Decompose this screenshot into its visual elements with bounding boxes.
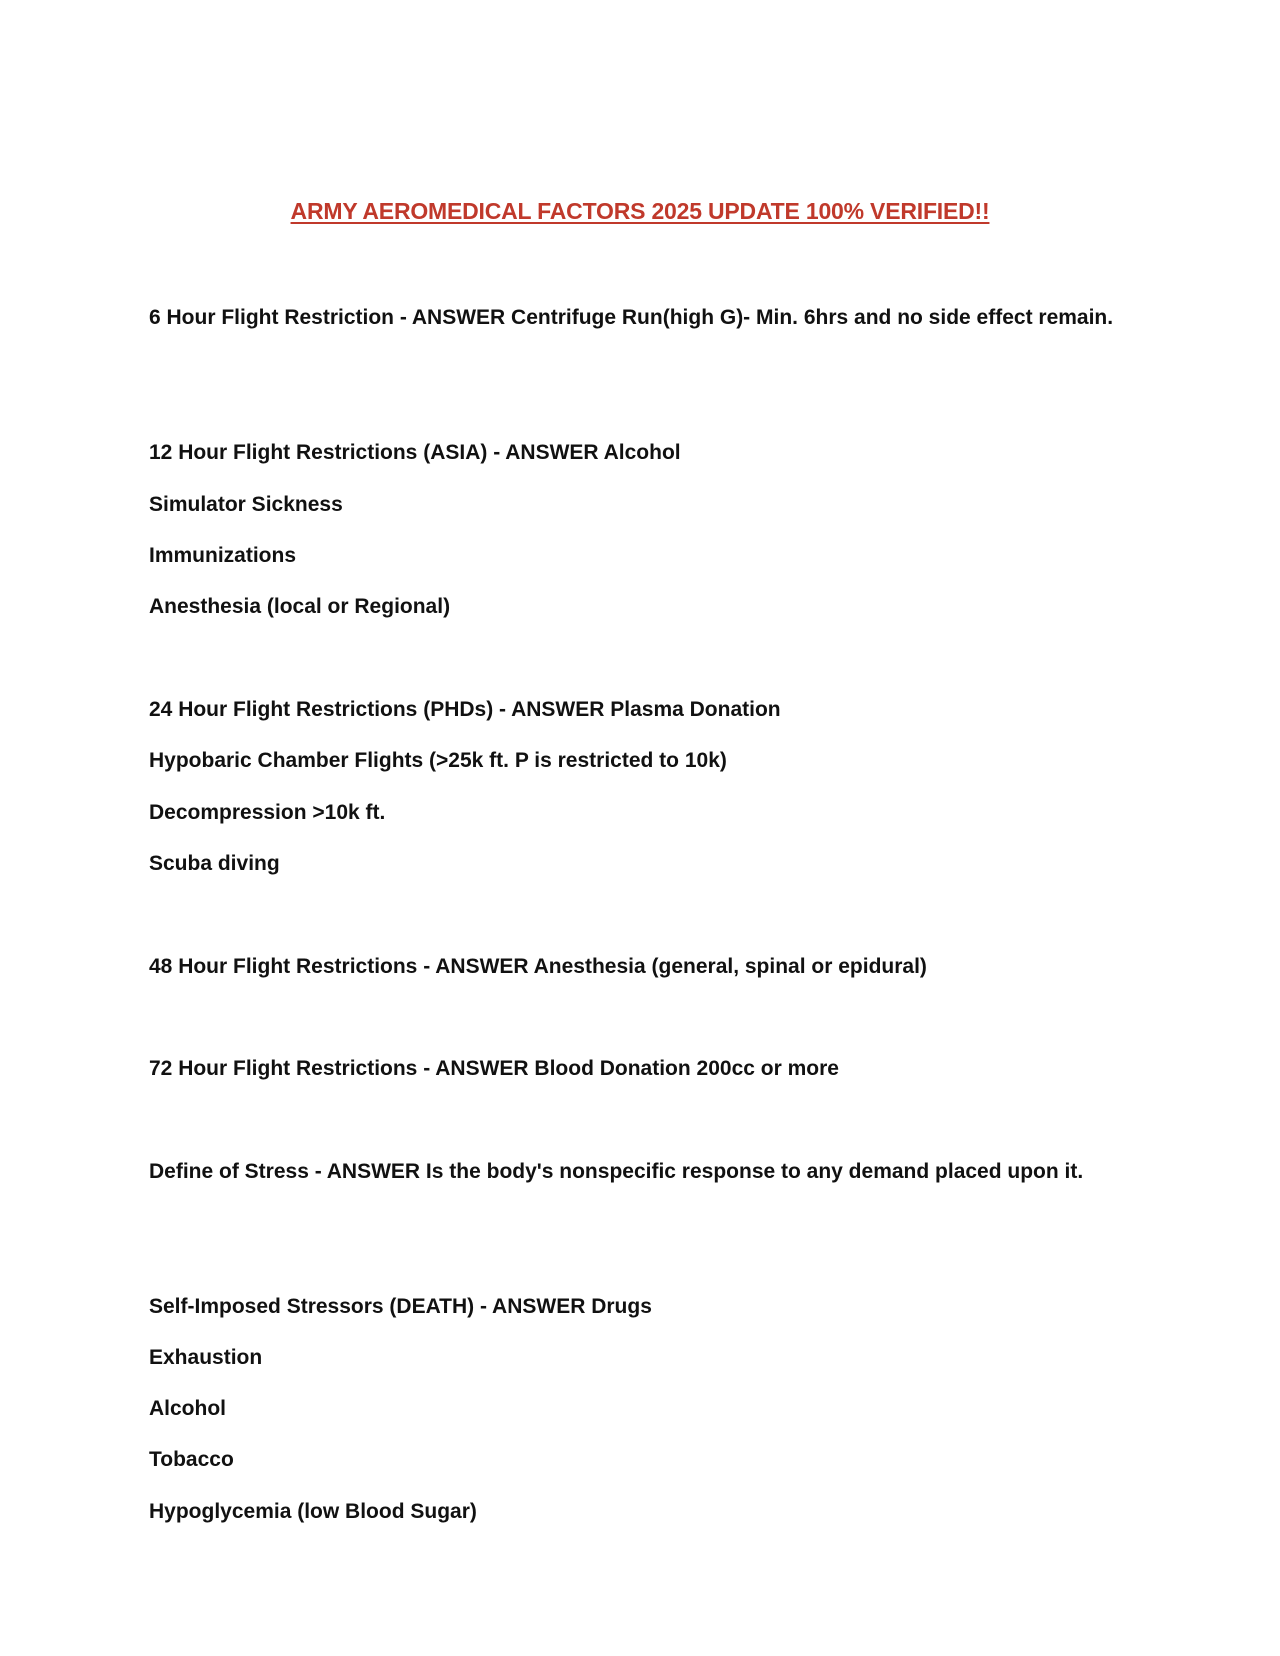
qa-72-hour-restriction: 72 Hour Flight Restrictions - ANSWER Blood Donation 200cc or more — [149, 1057, 839, 1080]
qa-48-hour-restriction: 48 Hour Flight Restrictions - ANSWER Anesthesia (general, spinal or epidural) — [149, 955, 927, 978]
list-item-decompression: Decompression >10k ft. — [149, 801, 386, 824]
qa-define-stress: Define of Stress - ANSWER Is the body's nonspecific response to any demand placed upon it. — [149, 1160, 1084, 1183]
list-item-scuba-diving: Scuba diving — [149, 852, 280, 875]
list-item-anesthesia-local: Anesthesia (local or Regional) — [149, 595, 451, 618]
list-item-hypobaric-chamber: Hypobaric Chamber Flights (>25k ft. P is restricted to 10k) — [149, 749, 727, 772]
qa-12-hour-restriction: 12 Hour Flight Restrictions (ASIA) - ANSWER Alcohol — [149, 441, 681, 464]
list-item-alcohol: Alcohol — [149, 1397, 226, 1420]
qa-24-hour-restriction: 24 Hour Flight Restrictions (PHDs) - ANSWER Plasma Donation — [149, 698, 781, 721]
list-item-hypoglycemia: Hypoglycemia (low Blood Sugar) — [149, 1500, 477, 1523]
qa-self-imposed-stressors: Self-Imposed Stressors (DEATH) - ANSWER Drugs — [149, 1295, 652, 1318]
list-item-exhaustion: Exhaustion — [149, 1346, 263, 1369]
list-item-tobacco: Tobacco — [149, 1448, 234, 1471]
qa-6-hour-restriction: 6 Hour Flight Restriction - ANSWER Centrifuge Run(high G)- Min. 6hrs and no side effect remain. — [149, 306, 1114, 329]
list-item-immunizations: Immunizations — [149, 544, 297, 567]
page-title: ARMY AEROMEDICAL FACTORS 2025 UPDATE 100% VERIFIED!! — [290, 198, 990, 224]
list-item-simulator-sickness: Simulator Sickness — [149, 493, 343, 516]
